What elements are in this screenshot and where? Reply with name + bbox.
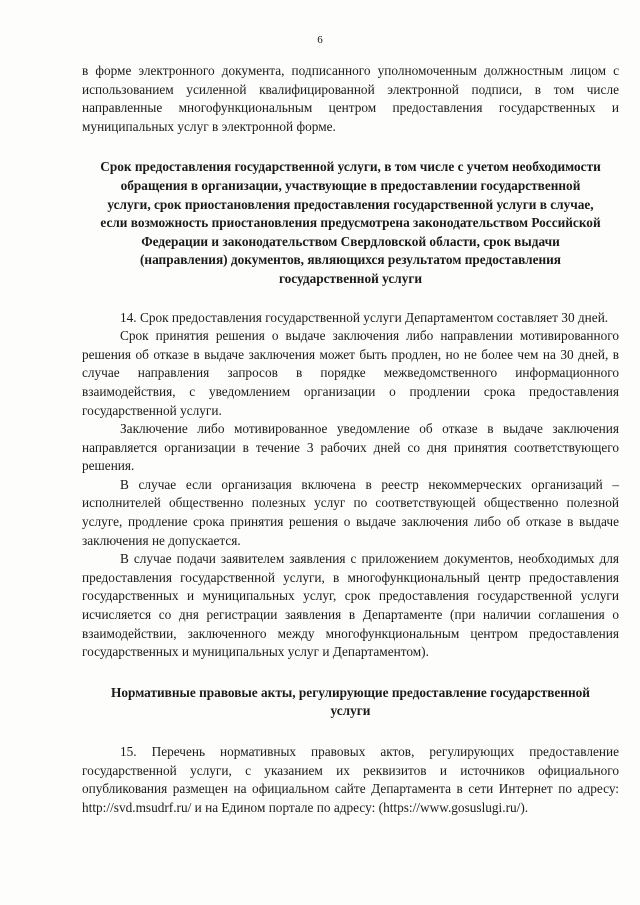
section-heading-term: Срок предоставления государственной услуги, в том числе с учетом необходимости обращения в организации, участвующие в предоставлении государственной услуги, срок приостановления предоставления государственной услуги в случае, если возможность приостановления предусмотрена законодательством Российской Федерации и законодательством Свердловской области, срок выдачи (направления) документов, являющихся результатом предоставления государственной услуги — [100, 159, 601, 286]
paragraph-15: 15. Перечень нормативных правовых актов, регулирующих предоставление государственной услуги, с указанием их реквизитов и источников официального опубликования размещен на официальном сайте Департамента в сети Интернет по адресу: http://svd.msudrf.ru/ и на Едином портале по адресу: (https://www.gosuslugi.ru/). — [82, 744, 619, 815]
paragraph-14-registry: В случае если организация включена в реестр некоммерческих организаций – исполнителей общественно полезных услуг по соответствующей общественно полезной услуге, продление срока принятия решения о выдаче заключения либо об отказе в выдаче заключения не допускается. — [82, 476, 619, 548]
paragraph-14-notification: Заключение либо мотивированное уведомление об отказе в выдаче заключения направляется организации в течение 3 рабочих дней со дня принятия соответствующего решения. — [82, 421, 619, 474]
paragraph-14-mfc: В случае подачи заявителем заявления с приложением документов, необходимых для предоставления государственной услуги, в многофункциональный центр предоставления государственных и муниципальных услуг, срок предоставления государственной услуги исчисляется со дня регистрации заявления в Департаменте (при наличии соглашения о взаимодействии, заключенного между многофункциональным центром предоставления государственных и муниципальных услуг и Департаментом). — [82, 551, 619, 660]
spacer — [82, 662, 619, 684]
spacer — [82, 289, 619, 309]
section-heading-legal-acts: Нормативные правовые акты, регулирующие предоставление государственной услуги — [111, 684, 590, 719]
paragraph-14-extension: Срок принятия решения о выдаче заключения либо направлении мотивированного решения об отказе в выдаче заключения может быть продлен, но не более чем на 30 дней, в случае направления запросов в порядке межведомственного информационного взаимодействия, с уведомлением организации о продлении срока предоставления государственной услуги. — [82, 328, 619, 418]
paragraph-14: 14. Срок предоставления государственной услуги Департаментом составляет 30 дней. — [120, 309, 609, 325]
intro-paragraph: в форме электронного документа, подписанного уполномоченным должностным лицом с использованием усиленной квалифицированной электронной подписи, в том числе направленные многофункциональным центром предоставления государственных и муниципальных услуг в электронной форме. — [82, 63, 619, 134]
spacer — [82, 136, 619, 158]
page-number: 6 — [317, 34, 323, 46]
document-body — [82, 62, 619, 817]
spacer — [82, 721, 619, 743]
